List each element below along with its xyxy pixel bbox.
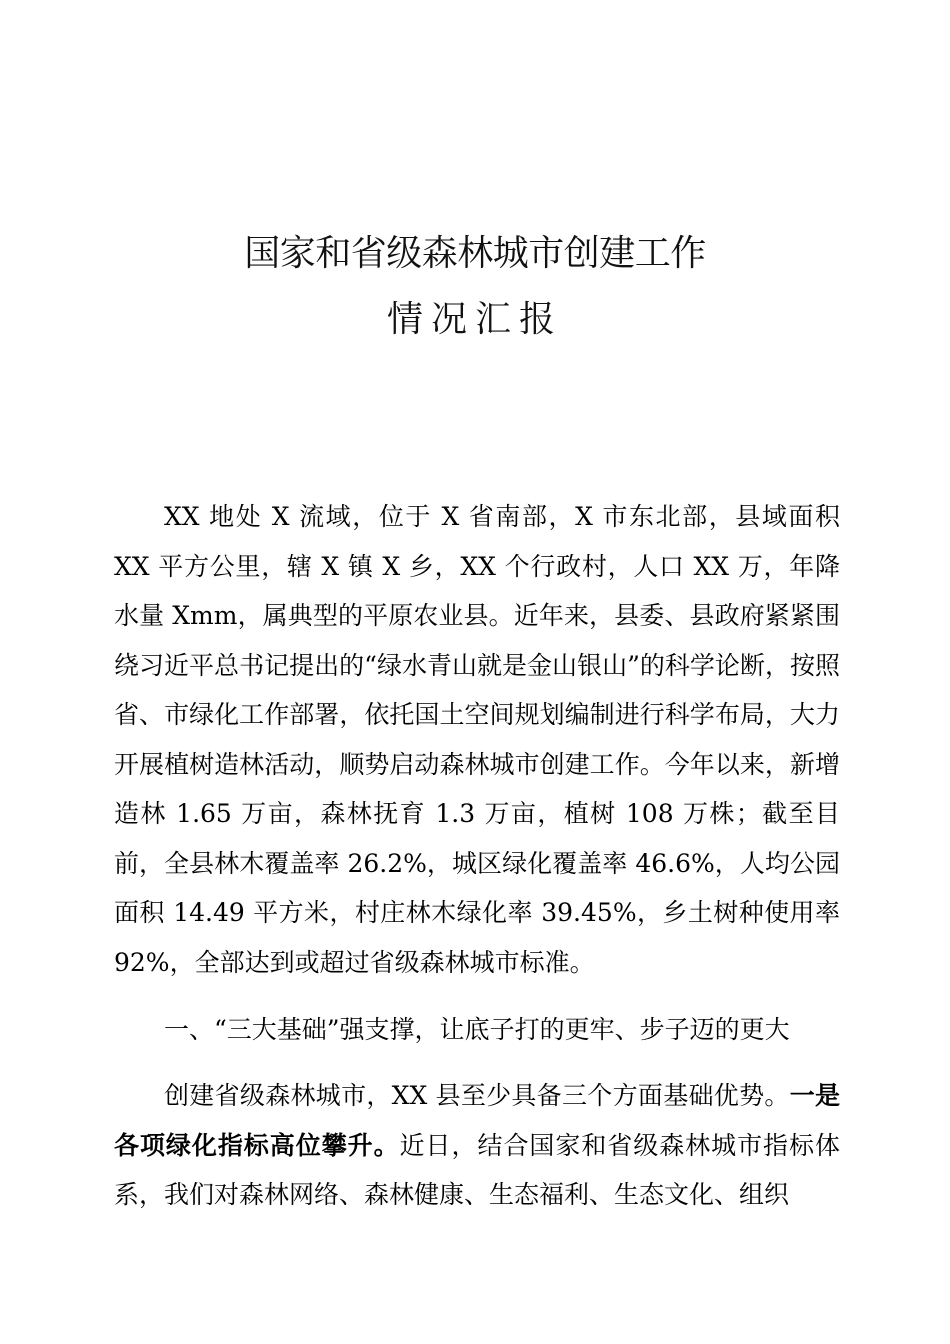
section-heading-1-text: 一、“三大基础”强支撑，让底子打的更牢、步子迈的更大 xyxy=(164,1015,790,1044)
paragraph-2-intro: 创建省级森林城市，XX 县至少具备三个方面基础优势。 xyxy=(164,1081,790,1110)
paragraph-2-bold-lead: 一是各项绿化指标高位攀升。 xyxy=(114,1081,840,1160)
paragraph-2-text xyxy=(114,1071,840,1220)
document-title-line2: 情况汇报 xyxy=(386,299,563,340)
paragraph-1-text: XX 地处 X 流域，位于 X 省南部，X 市东北部，县域面积 XX 平方公里，辖 X 镇 X 乡，XX 个行政村，人口 XX 万，年降水量 Xmm，属典型的平原农业县。近年来，县委、县政府紧紧围绕习近平总书记提出的“绿水青山就是金山银山”的科学论断，按照省、市绿化工作部署，依托国土空间规划编制进行科学布局，大力开展植树造林活动，顺势启动森林城市创建工作。今年以来，新增造林 1.65 万亩，森林抚育 1.3 万亩，植树 108 万株；截至目前，全县林木覆盖率 26.2%，城区绿化覆盖率 46.6%，人均公园面积 14.49 平方米，村庄林木绿化率 39.45%，乡土树种使用率 92%，全部达到或超过省级森林城市标准。 xyxy=(114,502,840,977)
paragraph-2-rest: 近日，结合国家和省级森林城市指标体系，我们对森林网络、森林健康、生态福利、生态文化、组织 xyxy=(114,1130,840,1209)
document-title-line1: 国家和省级森林城市创建工作 xyxy=(244,233,706,274)
body-paragraph-2 xyxy=(114,1071,840,1220)
section-heading-1 xyxy=(114,1005,840,1055)
body-paragraph-1 xyxy=(114,492,840,987)
